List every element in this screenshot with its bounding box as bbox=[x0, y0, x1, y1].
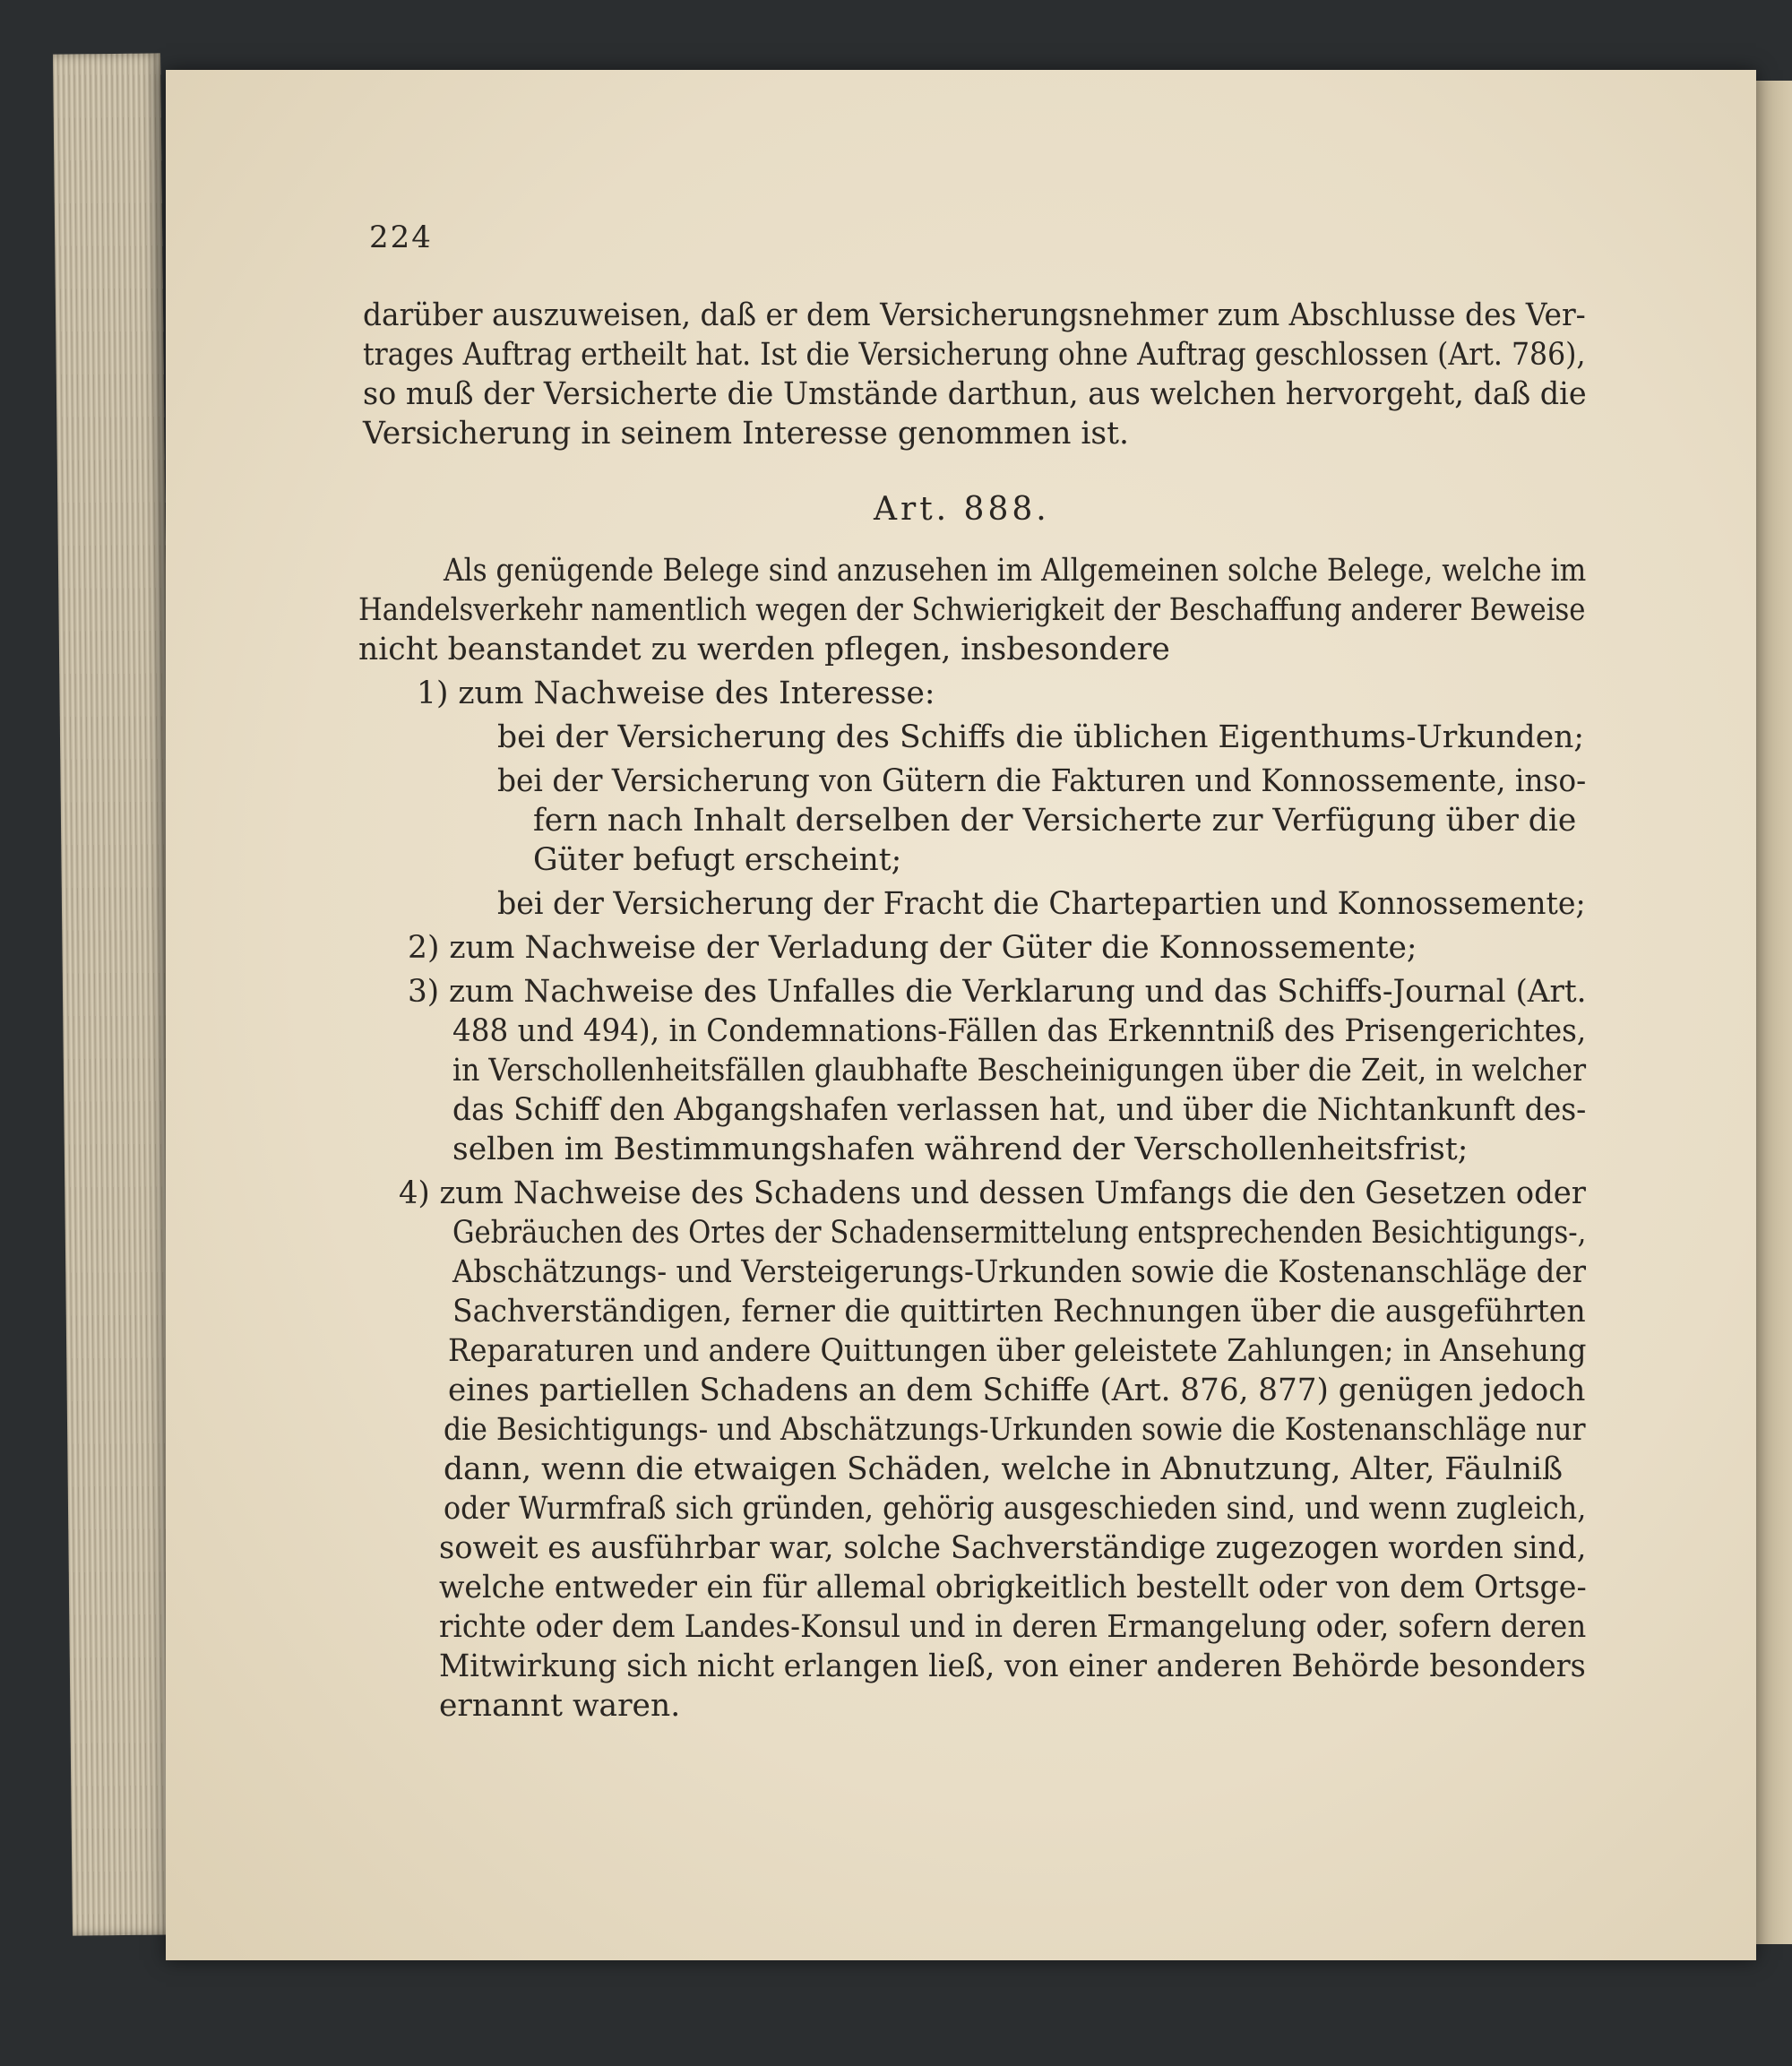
text-line: bei der Versicherung des Schiffs die üblichen Eigenthums-Urkunden; bbox=[497, 719, 1584, 755]
text-line: nicht beanstandet zu werden pflegen, insbesondere bbox=[358, 632, 1170, 667]
article-heading: Art. 888. bbox=[874, 491, 1050, 528]
text-line: Als genügende Belege sind anzusehen im Allgemeinen solche Belege, welche im bbox=[444, 553, 1587, 589]
text-line: Reparaturen und andere Quittungen über geleistete Zahlungen; in Ansehung bbox=[448, 1333, 1587, 1369]
text-line: Abschätzungs- und Versteigerungs-Urkunden sowie die Kostenanschläge der bbox=[452, 1254, 1587, 1290]
text-line: selben im Bestimmungshafen während der Verschollenheitsfrist; bbox=[452, 1132, 1469, 1167]
list-item-label: 4) zum Nachweise des Schadens und dessen Umfangs die den Gesetzen oder bbox=[399, 1175, 1586, 1211]
text-line: Güter befugt erscheint; bbox=[533, 842, 902, 878]
text-line: eines partiellen Schadens an dem Schiffe (Art. 876, 877) genügen jedoch bbox=[448, 1373, 1586, 1408]
text-line: Gebräuchen des Ortes der Schadensermittelung entsprechenden Besichtigungs-, bbox=[452, 1215, 1587, 1251]
text-line: ernannt waren. bbox=[439, 1688, 681, 1724]
text-line: Sachverständigen, ferner die quittirten Rechnungen über die ausgeführten bbox=[452, 1294, 1586, 1330]
text-line: trages Auftrag ertheilt hat. Ist die Versicherung ohne Auftrag geschlossen (Art. 786), bbox=[363, 337, 1586, 373]
text-line: welche entweder ein für allemal obrigkeitlich bestellt oder von dem Ortsge- bbox=[439, 1570, 1587, 1605]
text-line: in Verschollenheitsfällen glaubhafte Bescheinigungen über die Zeit, in welcher bbox=[452, 1053, 1587, 1089]
text-line: so muß der Versicherte die Umstände darthun, aus welchen hervorgeht, daß die bbox=[363, 376, 1587, 412]
text-line: Mitwirkung sich nicht erlangen ließ, von einer anderen Behörde besonders bbox=[439, 1648, 1586, 1684]
text-line: bei der Versicherung der Fracht die Chartepartien und Konnossemente; bbox=[497, 886, 1586, 922]
text-line: dann, wenn die etwaigen Schäden, welche in Abnutzung, Alter, Fäulniß bbox=[444, 1451, 1564, 1487]
text-line: bei der Versicherung von Gütern die Fakturen und Konnossemente, inso- bbox=[497, 763, 1587, 799]
text-line: darüber auszuweisen, daß er dem Versicherungsnehmer zum Abschlusse des Ver- bbox=[363, 297, 1586, 333]
text-line: Versicherung in seinem Interesse genommen ist. bbox=[363, 416, 1129, 452]
text-line: die Besichtigungs- und Abschätzungs-Urkunden sowie die Kostenanschläge nur bbox=[444, 1412, 1586, 1448]
list-item-label: 2) zum Nachweise der Verladung der Güter die Konnossemente; bbox=[408, 930, 1417, 966]
text-line: richte oder dem Landes-Konsul und in deren Ermangelung oder, sofern deren bbox=[439, 1609, 1587, 1645]
text-line: Handelsverkehr namentlich wegen der Schwierigkeit der Beschaffung anderer Beweise bbox=[358, 592, 1586, 628]
text-line: fern nach Inhalt derselben der Versicherte zur Verfügung über die bbox=[533, 803, 1577, 839]
text-line: 488 und 494), in Condemnations-Fällen das Erkenntniß des Prisengerichtes, bbox=[452, 1013, 1587, 1049]
text-line: das Schiff den Abgangshafen verlassen hat, und über die Nichtankunft des- bbox=[452, 1092, 1587, 1128]
book-page-edges bbox=[53, 53, 180, 1935]
text-line: oder Wurmfraß sich gründen, gehörig ausgeschieden sind, und wenn zugleich, bbox=[444, 1491, 1587, 1527]
text-line: soweit es ausführbar war, solche Sachverständige zugezogen worden sind, bbox=[439, 1530, 1587, 1566]
list-item-label: 1) zum Nachweise des Interesse: bbox=[417, 676, 935, 711]
page-number: 224 bbox=[369, 220, 433, 255]
list-item-label: 3) zum Nachweise des Unfalles die Verklarung und das Schiffs-Journal (Art. bbox=[408, 974, 1587, 1010]
